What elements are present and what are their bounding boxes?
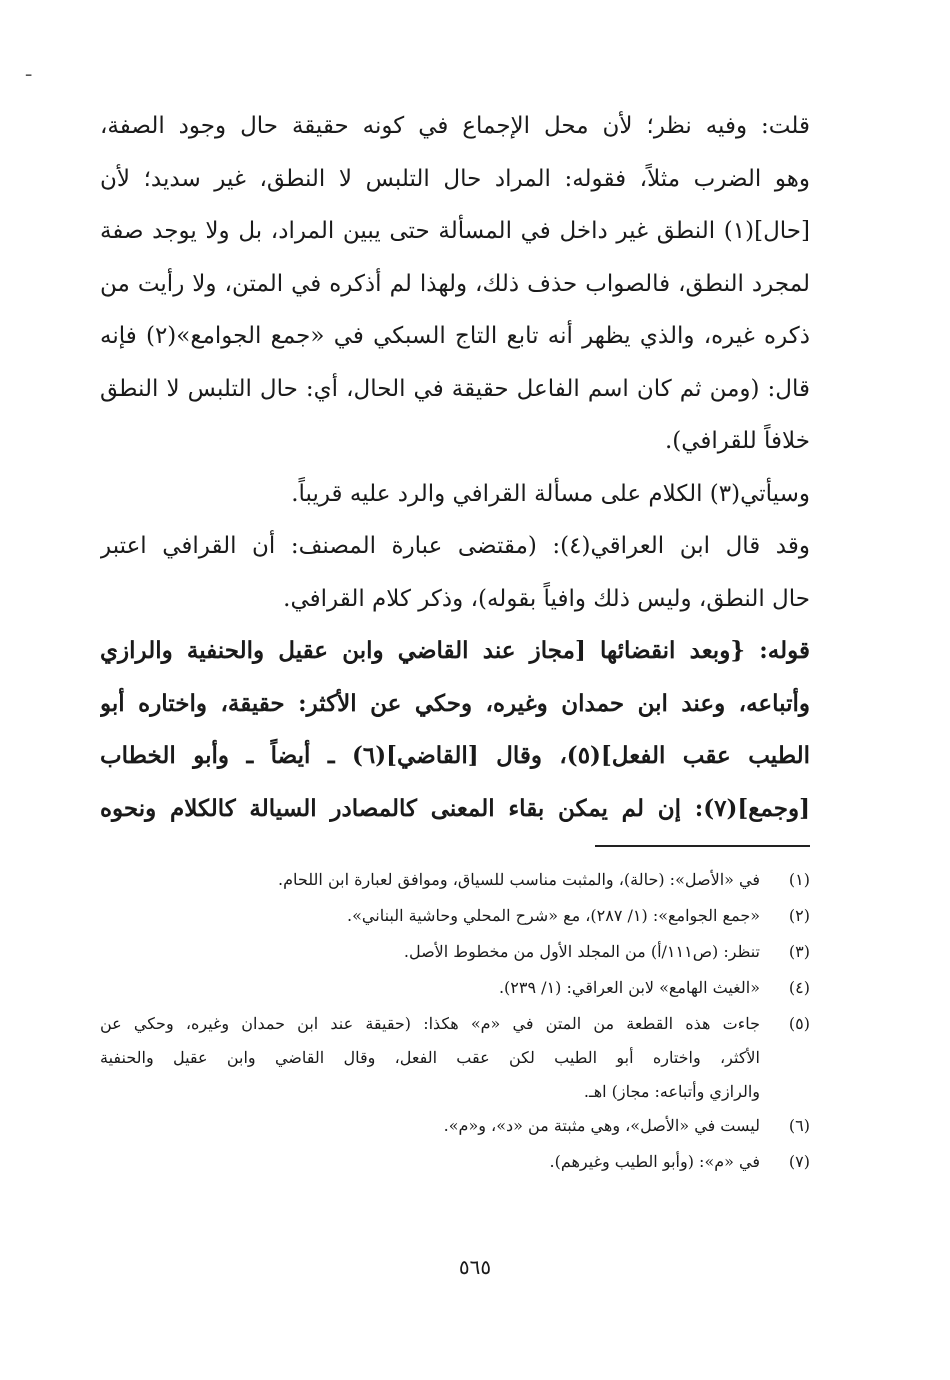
text-line: وهو الضرب مثلاً، فقوله: المراد حال التلبس لا النطق، غير سديد؛ لأن	[100, 165, 810, 192]
footnote-text	[100, 1108, 760, 1144]
footnote	[100, 1144, 810, 1180]
footnote-text	[100, 862, 760, 898]
text-line: لمجرد النطق، فالصواب حذف ذلك، ولهذا لم أذكره في المتن، ولا رأيت من	[100, 270, 810, 297]
footnote-number: (٥)	[788, 1014, 810, 1033]
corner-mark: ـ	[26, 60, 32, 81]
text-line: قلت: وفيه نظر؛ لأن محل الإجماع في كونه حقيقة حال وجود الصفة،	[100, 113, 810, 139]
text-line: [وجمع](٧): إن لم يمكن بقاء المعنى كالمصادر السيالة كالكلام ونحوه	[100, 794, 810, 822]
footnote-line: في «الأصل»: (حالة)، والمثبت مناسب للسياق، وموافق لعبارة ابن اللحام.	[278, 870, 760, 889]
footnote-line: في «م»: (وأبو الطيب وغيرهم).	[549, 1152, 760, 1171]
footnote-text	[100, 898, 760, 934]
text-line: [حال](١) النطق غير داخل في المسألة حتى يبين المراد، بل ولا يوجد صفة	[100, 218, 810, 244]
footnote	[100, 1108, 810, 1144]
footnote-number: (٧)	[788, 1152, 810, 1171]
footnote-line: «الغيث الهامع» لابن العراقي: (١/ ٢٣٩).	[498, 978, 760, 997]
footnote-text	[100, 970, 760, 1006]
text-line: ذكره غيره، والذي يظهر أنه تابع التاج السبكي في «جمع الجوامع»(٢) فإنه	[100, 323, 810, 349]
footnote-line: ليست في «الأصل»، وهي مثبتة من «د»، و«م».	[443, 1116, 760, 1135]
footnote-line: «جمع الجوامع»: (١/ ٢٨٧)، مع «شرح المحلي وحاشية البناني».	[347, 906, 760, 925]
footnote-text	[100, 1144, 760, 1180]
footnote-line: تنظر: (ص١١١/أ) من المجلد الأول من مخطوط الأصل.	[403, 942, 760, 961]
footnote-number: (٤)	[788, 978, 810, 997]
text-line: قال: (ومن ثم كان اسم الفاعل حقيقة في الحال، أي: حال التلبس لا النطق	[100, 375, 810, 402]
footnote-line: والرازي وأتباعه: مجاز) اهـ.	[583, 1082, 760, 1101]
footnote-text	[100, 1006, 760, 1108]
footnote-text	[100, 934, 760, 970]
page-number: ٥٦٥	[458, 1255, 492, 1279]
text-line: وسيأتي(٣) الكلام على مسألة القرافي والرد عليه قريباً.	[291, 480, 810, 507]
footnote-number: (٣)	[788, 942, 810, 961]
footnote-number: (٦)	[788, 1116, 810, 1135]
footnote	[100, 970, 810, 1006]
text-line: الطيب عقب الفعل](٥)، وقال [القاضي](٦) ـ أيضاً ـ وأبو الخطاب	[100, 742, 810, 769]
text-line: وقد قال ابن العراقي(٤): (مقتضى عبارة المصنف: أن القرافي اعتبر	[100, 533, 810, 559]
text-line: حال النطق، وليس ذلك وافياً بقوله)، وذكر كلام القرافي.	[283, 585, 810, 612]
footnote-number: (١)	[788, 870, 810, 889]
text-line: خلافاً للقرافي).	[664, 428, 810, 454]
main-text-block	[100, 100, 810, 835]
footnote	[100, 1006, 810, 1108]
footnote	[100, 898, 810, 934]
footnote-separator	[595, 845, 810, 847]
footnote-number: (٢)	[788, 906, 810, 925]
footnote	[100, 862, 810, 898]
footnotes-block	[100, 862, 810, 1180]
footnote-line: جاءت هذه القطعة من المتن في «م» هكذا: (حقيقة عند ابن حمدان وغيره، وحكي عن	[100, 1014, 760, 1033]
text-line: وأتباعه، وعند ابن حمدان وغيره، وحكي عن الأكثر: حقيقة، واختاره أبو	[100, 689, 810, 717]
footnote	[100, 934, 810, 970]
footnote-line: الأكثر، واختاره أبو الطيب لكن عقب الفعل، وقال القاضي وابن عقيل والحنفية	[100, 1048, 760, 1067]
text-line: قوله: {وبعد انقضائها [مجاز عند القاضي وابن عقيل والحنفية والرازي	[100, 637, 810, 664]
